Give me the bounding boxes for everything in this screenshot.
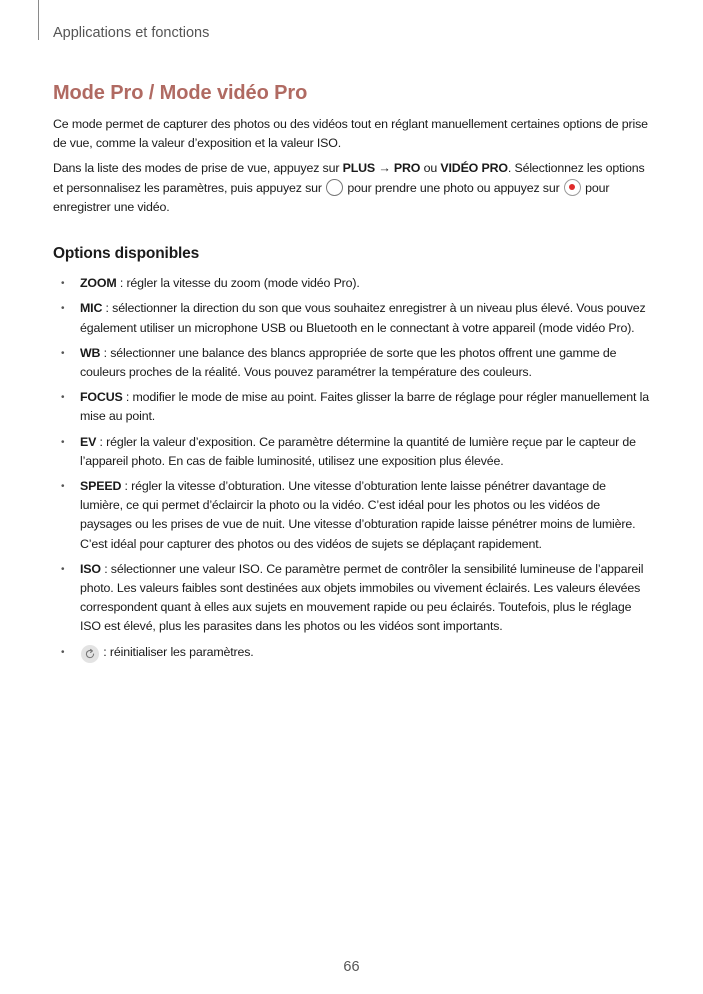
option-description: : sélectionner la direction du son que vous souhaitez enregistrer à un niveau plus élevé. Vous pouvez également utiliser un microphone USB ou Bluetooth en le connectant à votre appareil (mode vidéo Pro). bbox=[80, 301, 646, 335]
option-description: : régler la vitesse d’obturation. Une vitesse d’obturation lente laisse pénétrer davantage de lumière, ce qui permet d’éclaircir la photo ou la vidéo. C’est idéal pour les photos ou les vidéos de paysages ou les prises de vue de nuit. Une vitesse d’obturation rapide laisse pénétrer moins de lumière. C’est idéal pour capturer des photos ou des vidéos de sujets se déplaçant rapidement. bbox=[80, 479, 636, 551]
bullet: • bbox=[61, 278, 65, 290]
section-header: Applications et fonctions bbox=[53, 25, 210, 41]
page-title: Mode Pro / Mode vidéo Pro bbox=[53, 82, 308, 104]
intro-paragraph: Ce mode permet de capturer des photos ou des vidéos tout en réglant manuellement certaines options de prise de vue, comme la valeur d’exposition et la valeur ISO. bbox=[53, 117, 648, 151]
pro-label: PRO bbox=[393, 161, 421, 176]
option-description: : régler la vitesse du zoom (mode vidéo Pro). bbox=[116, 276, 360, 291]
main-content bbox=[53, 115, 651, 669]
option-name: ISO bbox=[80, 561, 101, 576]
bullet: • bbox=[61, 646, 65, 658]
list-item-speed bbox=[53, 477, 651, 554]
instruction-text-2: . Sélectionnez les options et personnalisez les paramètres, puis appuyez sur bbox=[53, 161, 645, 195]
option-description: : sélectionner une valeur ISO. Ce paramètre permet de contrôler la sensibilité lumineuse de l’appareil photo. Les valeurs faibles sont destinées aux objets immobiles ou vivement éclairés. Les valeurs élevées correspondent quant à elles aux sujets en mouvement rapide ou peu éclairés. Toutefois, plus le réglage ISO est élevé, plus les parasites dans les photos ou les vidéos sont importants. bbox=[80, 561, 644, 634]
instruction-text-3: pour prendre une photo ou appuyez sur bbox=[344, 180, 563, 195]
list-item-mic bbox=[53, 299, 651, 337]
arrow-separator: → bbox=[375, 161, 394, 176]
reset-icon bbox=[81, 645, 99, 663]
list-item-ev bbox=[53, 433, 651, 471]
instruction-text-1: Dans la liste des modes de prise de vue, appuyez sur bbox=[53, 161, 343, 176]
option-name: FOCUS bbox=[80, 390, 123, 405]
option-description: : régler la valeur d’exposition. Ce paramètre détermine la quantité de lumière reçue par le capteur de l’appareil photo. En cas de faible luminosité, utilisez une exposition plus élevée. bbox=[80, 434, 636, 468]
options-heading: Options disponibles bbox=[53, 245, 200, 263]
option-name: EV bbox=[80, 434, 97, 449]
bullet: • bbox=[61, 481, 65, 493]
bullet: • bbox=[61, 436, 65, 448]
page-margin-rule bbox=[38, 0, 39, 40]
shutter-button-icon bbox=[326, 179, 343, 196]
bullet: • bbox=[61, 347, 65, 359]
option-description: : sélectionner une balance des blancs appropriée de sorte que les photos offrent une gamme de couleurs proches de la réalité. Vous pouvez paramétrer la température des couleurs. bbox=[80, 345, 617, 380]
option-description: : modifier le mode de mise au point. Faites glisser la barre de réglage pour régler manuellement la mise au point. bbox=[80, 390, 649, 424]
list-item-zoom bbox=[53, 274, 651, 293]
list-item-wb bbox=[53, 344, 651, 382]
reset-arrow-icon bbox=[84, 648, 96, 660]
list-item-focus bbox=[53, 388, 651, 426]
option-name: MIC bbox=[80, 301, 103, 316]
bullet: • bbox=[61, 303, 65, 315]
options-list bbox=[53, 274, 651, 662]
list-item-iso bbox=[53, 560, 651, 637]
instruction-text-4: pour enregistrer une vidéo. bbox=[53, 180, 610, 214]
video-pro-label: VIDÉO PRO bbox=[440, 161, 508, 176]
plus-label: PLUS bbox=[342, 161, 376, 176]
or-text: ou bbox=[420, 161, 441, 176]
bullet: • bbox=[61, 392, 65, 404]
reset-description: : réinitialiser les paramètres. bbox=[100, 644, 254, 659]
option-name: WB bbox=[80, 345, 101, 360]
option-name: ZOOM bbox=[80, 276, 117, 291]
instruction-paragraph bbox=[53, 159, 651, 217]
list-item-reset bbox=[53, 643, 651, 663]
bullet: • bbox=[61, 563, 65, 575]
option-name: SPEED bbox=[80, 479, 122, 494]
page-number: 66 bbox=[343, 959, 360, 975]
record-button-icon bbox=[564, 179, 581, 196]
